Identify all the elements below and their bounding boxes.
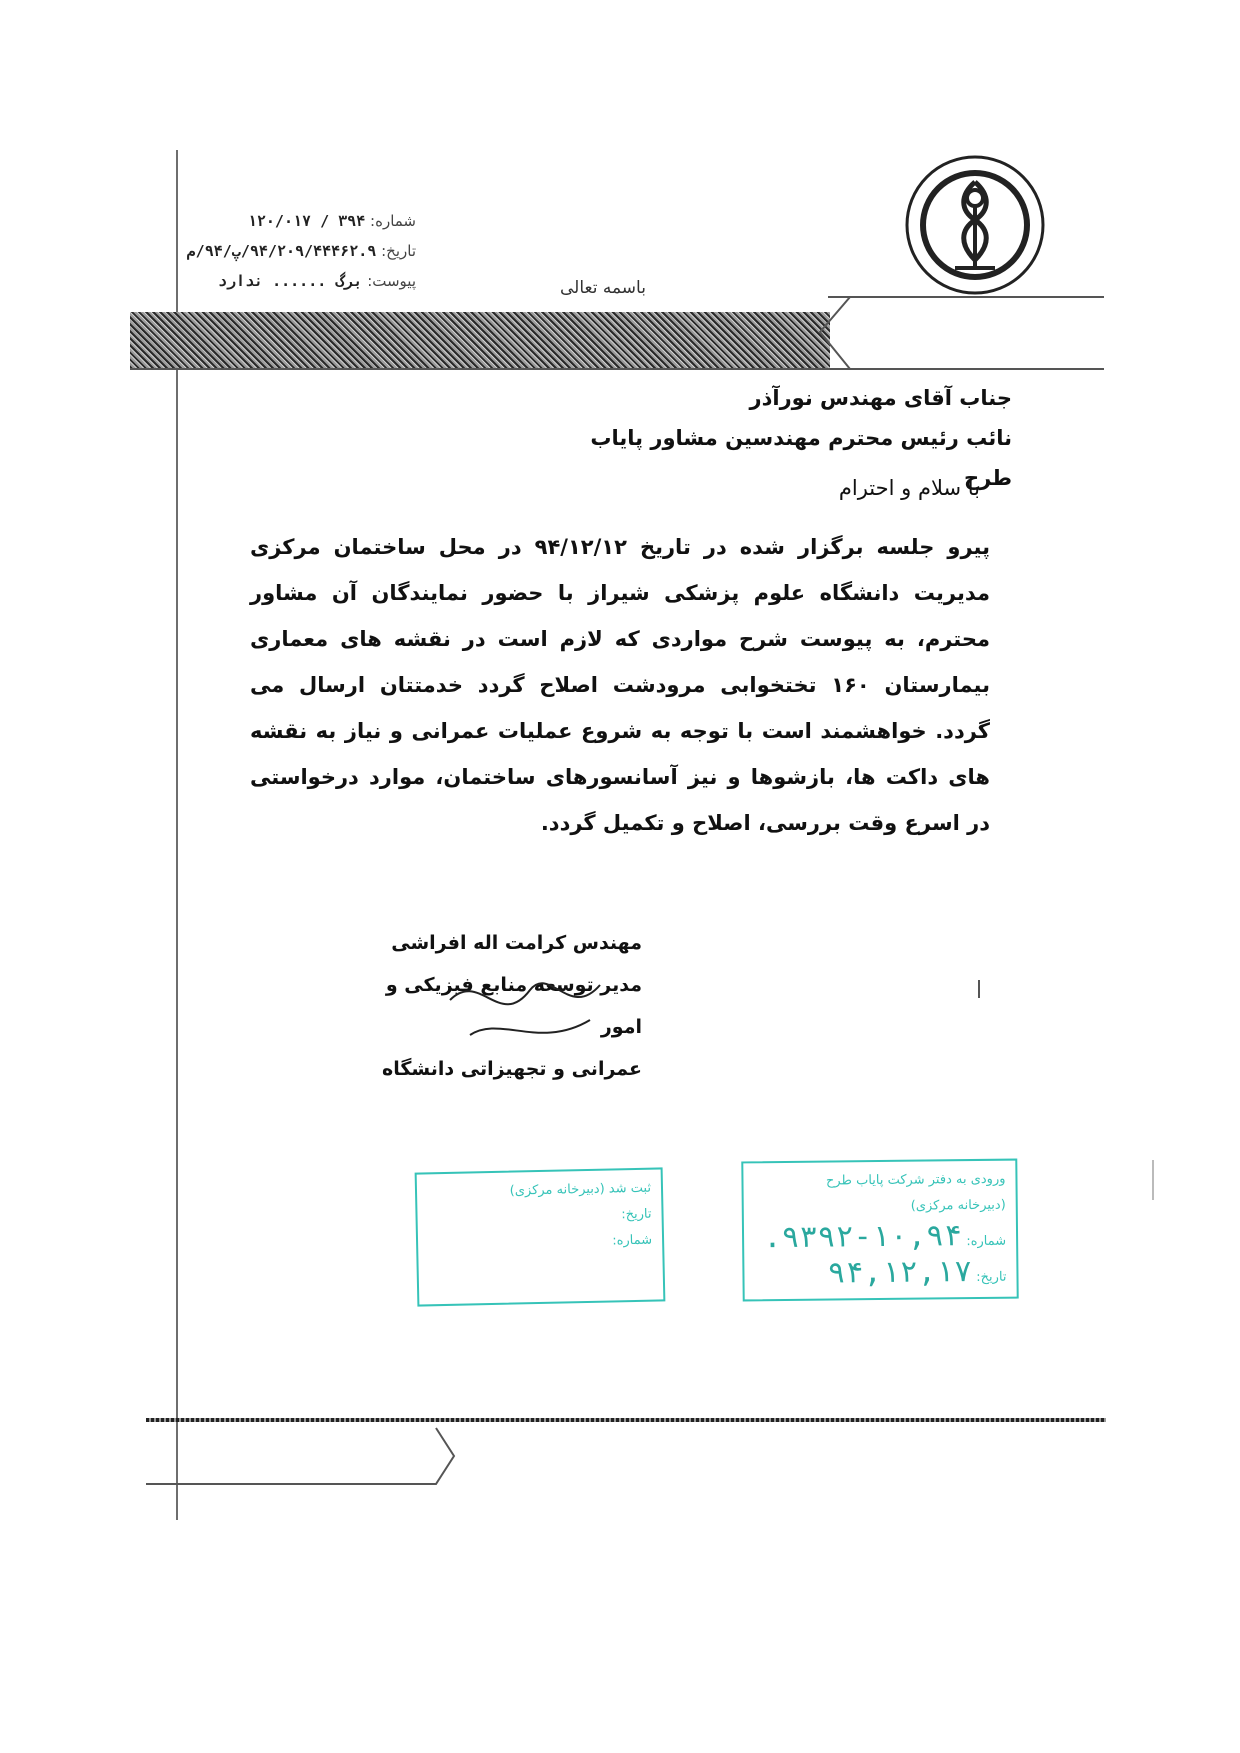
- invocation-heading: باسمه تعالی: [560, 278, 646, 298]
- letterhead-rule-bottom: [130, 368, 1104, 370]
- letterhead-hatch-band: [130, 312, 830, 368]
- greeting: با سلام و احترام: [838, 476, 980, 500]
- stamp-right-number-value: ۱۰,۹۴-۹۳۹۲.: [763, 1218, 963, 1256]
- letter-number-value: ۳۹۴ / ۱۲۰/۰۱۷: [247, 212, 366, 230]
- signer-title-line1: مدیر توسعه منابع فیزیکی و امور: [385, 974, 642, 1038]
- letter-attachment-value: برگ ...... ندارد: [217, 272, 363, 290]
- stamp-right-subheading: (دبیرخانه مرکزی): [910, 1197, 1006, 1214]
- letter-date-row: تاریخ: ۹۴/۲۰۹/۴۴۴۶۲.۹/پ/۹۴/م: [186, 242, 416, 260]
- stamp-left-heading: ثبت شد (دبیرخانه مرکزی): [509, 1180, 652, 1199]
- handwritten-signature: [440, 960, 620, 1060]
- right-margin-tick: [1152, 1160, 1154, 1200]
- letter-number-row: شماره: ۳۹۴ / ۱۲۰/۰۱۷: [247, 212, 416, 230]
- stamp-left-number-label: شماره:: [612, 1232, 653, 1249]
- letter-attachment-row: پیوست: برگ ...... ندارد: [217, 272, 416, 290]
- addressee-name: جناب آقای مهندس نورآذر: [749, 386, 1012, 410]
- received-stamp-right: [741, 1159, 1018, 1302]
- signer-title-line2: عمرانی و تجهیزاتی دانشگاه: [381, 1058, 642, 1080]
- footer-rule: [146, 1418, 1106, 1422]
- margin-tick: [978, 980, 980, 998]
- letter-meta: [186, 206, 416, 296]
- received-stamp-left: [415, 1167, 666, 1306]
- signer-name: مهندس کرامت اله افراشی: [391, 932, 642, 954]
- letter-body: پیرو جلسه برگزار شده در تاریخ ۹۴/۱۲/۱۲ در محل ساختمان مرکزی مدیریت دانشگاه علوم پزشکی شیراز با حضور نمایندگان آن مشاور محترم، به پیوست شرح مواردی که لازم است در نقشه های معماری بیمارستان ۱۶۰ تختخوابی مرودشت اصلاح گردد خدمتتان ارسال می گردد. خواهشمند است با توجه به شروع عملیات عمرانی و نیاز به نقشه های داکت ها، بازشوها و نیز آسانسورهای ساختمان، موارد درخواستی در اسرع وقت بررسی، اصلاح و تکمیل گردد.: [250, 535, 991, 835]
- footer-notch: [146, 1426, 456, 1486]
- letter-date-value: ۹۴/۲۰۹/۴۴۴۶۲.۹/پ/۹۴/م: [186, 242, 377, 260]
- stamp-right-number-row: شماره: ۱۰,۹۴-۹۳۹۲.: [763, 1218, 1007, 1256]
- letterhead-notch: [812, 296, 852, 370]
- stamp-right-heading: ورودی به دفتر شرکت پایاب طرح: [825, 1171, 1006, 1189]
- stamp-right-date-value: ۹۴,۱۲,۱۷: [827, 1254, 973, 1291]
- university-logo-emblem: [900, 150, 1050, 300]
- addressee-title: نائب رئیس محترم مهندسین مشاور پایاب طرح: [590, 426, 1012, 490]
- stamp-right-date-row: تاریخ: ۹۴,۱۲,۱۷: [827, 1254, 1007, 1291]
- letterhead-rule-top: [828, 296, 1104, 298]
- stamp-left-date-label: تاریخ:: [621, 1206, 652, 1223]
